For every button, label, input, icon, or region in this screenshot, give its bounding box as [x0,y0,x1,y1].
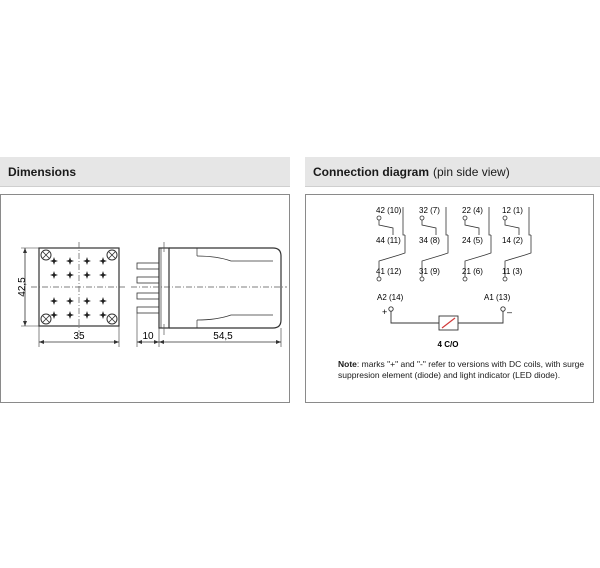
pin-mark [99,311,107,319]
contact-terminal [420,277,424,281]
dimensions-panel [0,157,290,342]
note-bold: Note [338,359,357,369]
pin-mark [50,271,58,279]
pin-mark [99,297,107,305]
coil-circuit [389,307,505,330]
pin-mark [83,297,91,305]
relay-side-view [137,248,281,328]
coil-a1-label: A1 (13) [484,293,511,302]
height-label: 42,5 [17,277,28,297]
note-text [338,359,588,381]
contact-label-top: 12 (1) [502,206,523,215]
coil-a2-label: A2 (14) [377,293,404,302]
contact-no-path [485,235,491,255]
pin-mark [50,257,58,265]
body-length-label: 54,5 [213,331,233,342]
connection-title: Connection diagram [313,164,430,179]
contact-terminal [503,277,507,281]
contact-nc-path [422,220,436,235]
dimensions-drawing-frame [0,194,290,403]
contact-terminal [377,216,381,220]
pin-mark [66,311,74,319]
pin-mark [66,297,74,305]
contact-nc-path [505,220,519,235]
pin-mark [50,297,58,305]
minus-mark: – [507,307,513,317]
contact-no-path [525,235,531,255]
contact-label-top: 42 (10) [376,206,402,215]
contact-label-bottom: 21 (6) [462,267,483,276]
contact-label-middle: 24 (5) [462,236,483,245]
pin-length-label: 10 [142,331,154,342]
contact-terminal [463,277,467,281]
dimensions-drawing [1,195,291,404]
contact-terminal [503,216,507,220]
connection-panel [305,157,600,380]
note-body: : marks "+" and "-" refer to versions with DC coils, with surge suppresion element (diode) and light indicator (LED diode). [338,359,585,380]
connection-header [305,157,600,187]
dimensions-header [0,157,290,187]
contact-label-bottom: 31 (9) [419,267,440,276]
pin-mark [83,311,91,319]
pin-mark [66,271,74,279]
pin-mark [83,271,91,279]
pin-mark [99,271,107,279]
contact-groups [376,206,531,281]
pin-mark [66,257,74,265]
pin-mark [83,257,91,265]
pin-grid [50,257,107,319]
connection-subtitle: (pin side view) [433,164,510,179]
contact-nc-path [379,220,393,235]
contact-label-middle: 44 (11) [376,236,401,245]
contact-label-bottom: 11 (3) [502,267,523,276]
plus-mark: + [382,307,388,317]
pin-mark [99,257,107,265]
dimensions-title: Dimensions [8,164,77,179]
contact-label-bottom: 41 (12) [376,267,402,276]
contact-label-middle: 34 (8) [419,236,440,245]
connection-diagram-frame [305,194,594,403]
contact-terminal [377,277,381,281]
type-label: 4 C/O [437,340,459,349]
contact-nc-path [465,220,479,235]
contact-terminal [463,216,467,220]
contact-label-top: 22 (4) [462,206,483,215]
contact-no-path [442,235,448,255]
contact-terminal [420,216,424,220]
width-label: 35 [73,331,85,342]
contact-label-top: 32 (7) [419,206,440,215]
contact-label-middle: 14 (2) [502,236,523,245]
